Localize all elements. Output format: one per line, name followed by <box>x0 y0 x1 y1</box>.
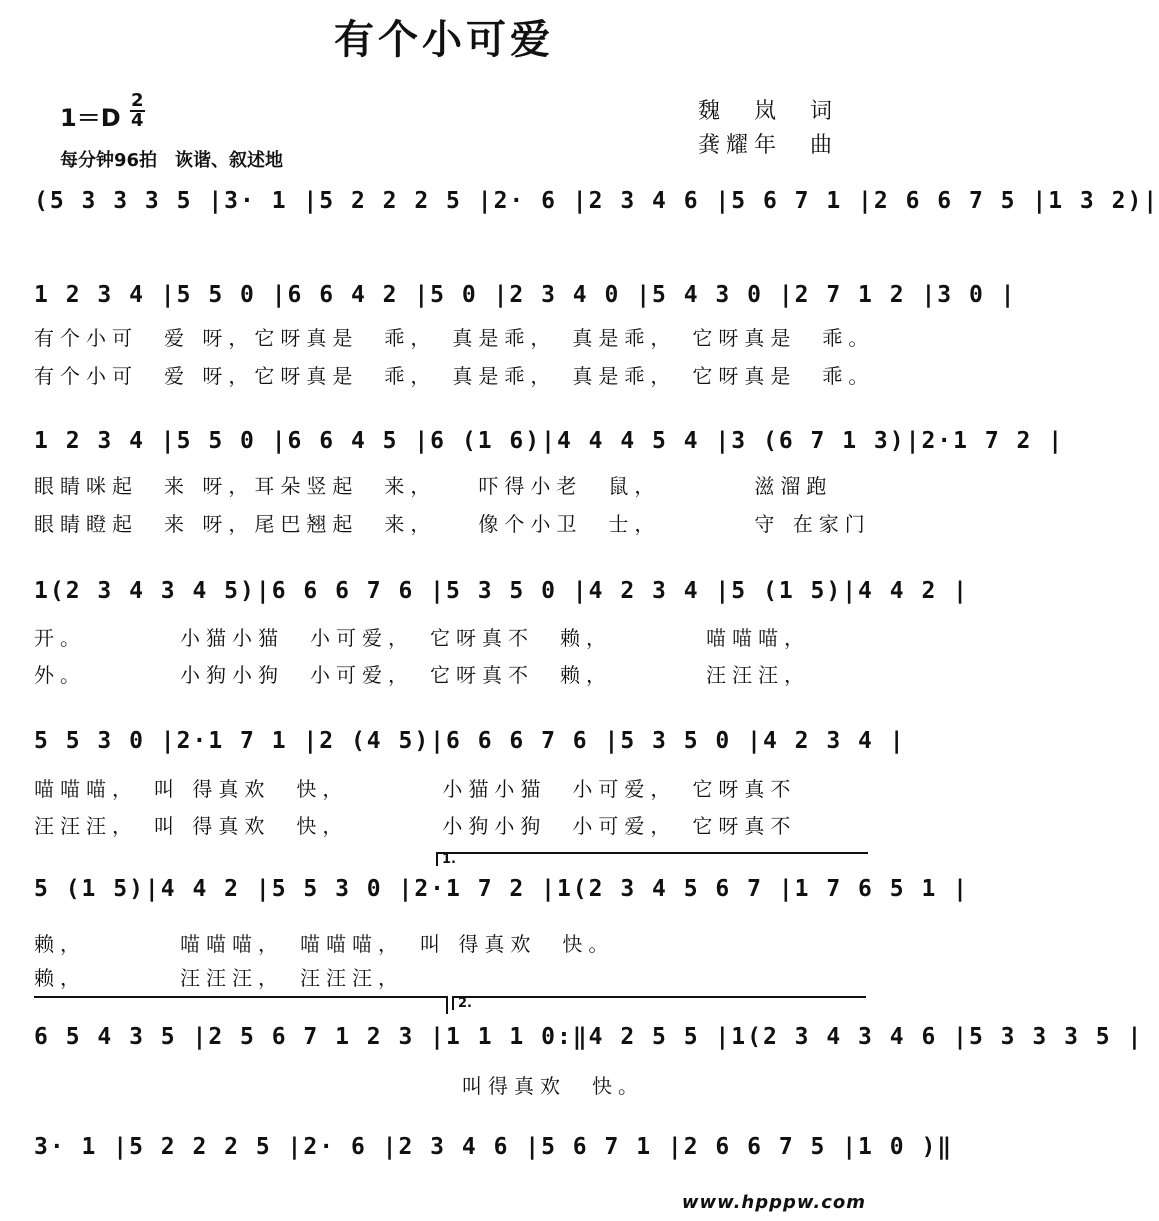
lyric-line-1-verse-1: 有个小可 爱 呀，它呀真是 乖， 真是乖， 真是乖， 它呀真是 乖。 <box>34 326 875 350</box>
second-ending-label: 2. <box>458 996 472 1011</box>
lyricist-credit: 魏 岚 词 <box>697 99 838 124</box>
site-watermark: www.hpppw.com <box>681 1192 866 1213</box>
key-signature: 1＝D <box>60 104 121 132</box>
time-signature <box>130 92 145 130</box>
lyric-line-5-verse-1: 赖， 喵喵喵， 喵喵喵， 叫 得真欢 快。 <box>34 932 615 956</box>
first-ending-bracket <box>436 852 868 866</box>
time-signature-top: 2 <box>131 90 144 111</box>
lyric-line-3-verse-1: 开。 小猫小猫 小可爱， 它呀真不 赖， 喵喵喵， <box>34 626 810 650</box>
song-title: 有个小可爱 <box>334 16 554 63</box>
lyric-line-5-verse-2: 赖， 汪汪汪， 汪汪汪， <box>34 966 404 990</box>
first-ending-rule <box>34 996 446 998</box>
first-ending-label: 1. <box>442 852 456 867</box>
notation-line-1: 1 2 3 4 |5 5 0 |6 6 4 2 |5 0 |2 3 4 0 |5 4 3 0 |2 7 1 2 |3 0 | <box>34 282 1017 308</box>
notation-line-5: 5 (1 5)|4 4 2 |5 5 3 0 |2·1 7 2 |1(2 3 4 5 6 7 |1 7 6 5 1 | <box>34 876 969 902</box>
lyric-line-1-verse-2: 有个小可 爱 呀，它呀真是 乖， 真是乖， 真是乖， 它呀真是 乖。 <box>34 364 875 388</box>
second-ending-bracket <box>452 996 866 1010</box>
lyric-line-4-verse-1: 喵喵喵， 叫 得真欢 快， 小猫小猫 小可爱， 它呀真不 <box>34 777 797 801</box>
composer-credit: 龚耀年 曲 <box>697 133 838 158</box>
notation-line-intro: (5 3 3 3 5 |3· 1 |5 2 2 2 5 |2· 6 |2 3 4 6 |5 6 7 1 |2 6 6 7 5 |1 3 2)| <box>34 188 1159 214</box>
notation-line-6: 6 5 4 3 5 |2 5 6 7 1 2 3 |1 1 1 0:‖4 2 5 5 |1(2 3 4 3 4 6 |5 3 3 3 5 | <box>34 1024 1144 1050</box>
notation-line-3: 1(2 3 4 3 4 5)|6 6 6 7 6 |5 3 5 0 |4 2 3 4 |5 (1 5)|4 4 2 | <box>34 578 969 604</box>
notation-line-4: 5 5 3 0 |2·1 7 1 |2 (4 5)|6 6 6 7 6 |5 3 5 0 |4 2 3 4 | <box>34 728 906 754</box>
lyric-line-6: 叫得真欢 快。 <box>462 1074 644 1098</box>
lyric-line-2-verse-1: 眼睛咪起 来 呀，耳朵竖起 来， 吓得小老 鼠， 滋溜跑 <box>34 474 833 498</box>
tempo-marking: 每分钟96拍 诙谐、叙述地 <box>60 150 284 171</box>
lyric-line-4-verse-2: 汪汪汪， 叫 得真欢 快， 小狗小狗 小可爱， 它呀真不 <box>34 814 797 838</box>
notation-line-7: 3· 1 |5 2 2 2 5 |2· 6 |2 3 4 6 |5 6 7 1 |2 6 6 7 5 |1 0 )‖ <box>34 1134 954 1160</box>
ending-divider <box>446 996 448 1014</box>
lyric-line-3-verse-2: 外。 小狗小狗 小可爱， 它呀真不 赖， 汪汪汪， <box>34 663 810 687</box>
lyric-line-2-verse-2: 眼睛瞪起 来 呀，尾巴翘起 来， 像个小卫 士， 守 在家门 <box>34 512 871 536</box>
time-signature-bottom: 4 <box>131 110 144 131</box>
notation-line-2: 1 2 3 4 |5 5 0 |6 6 4 5 |6 (1 6)|4 4 4 5 4 |3 (6 7 1 3)|2·1 7 2 | <box>34 428 1065 454</box>
